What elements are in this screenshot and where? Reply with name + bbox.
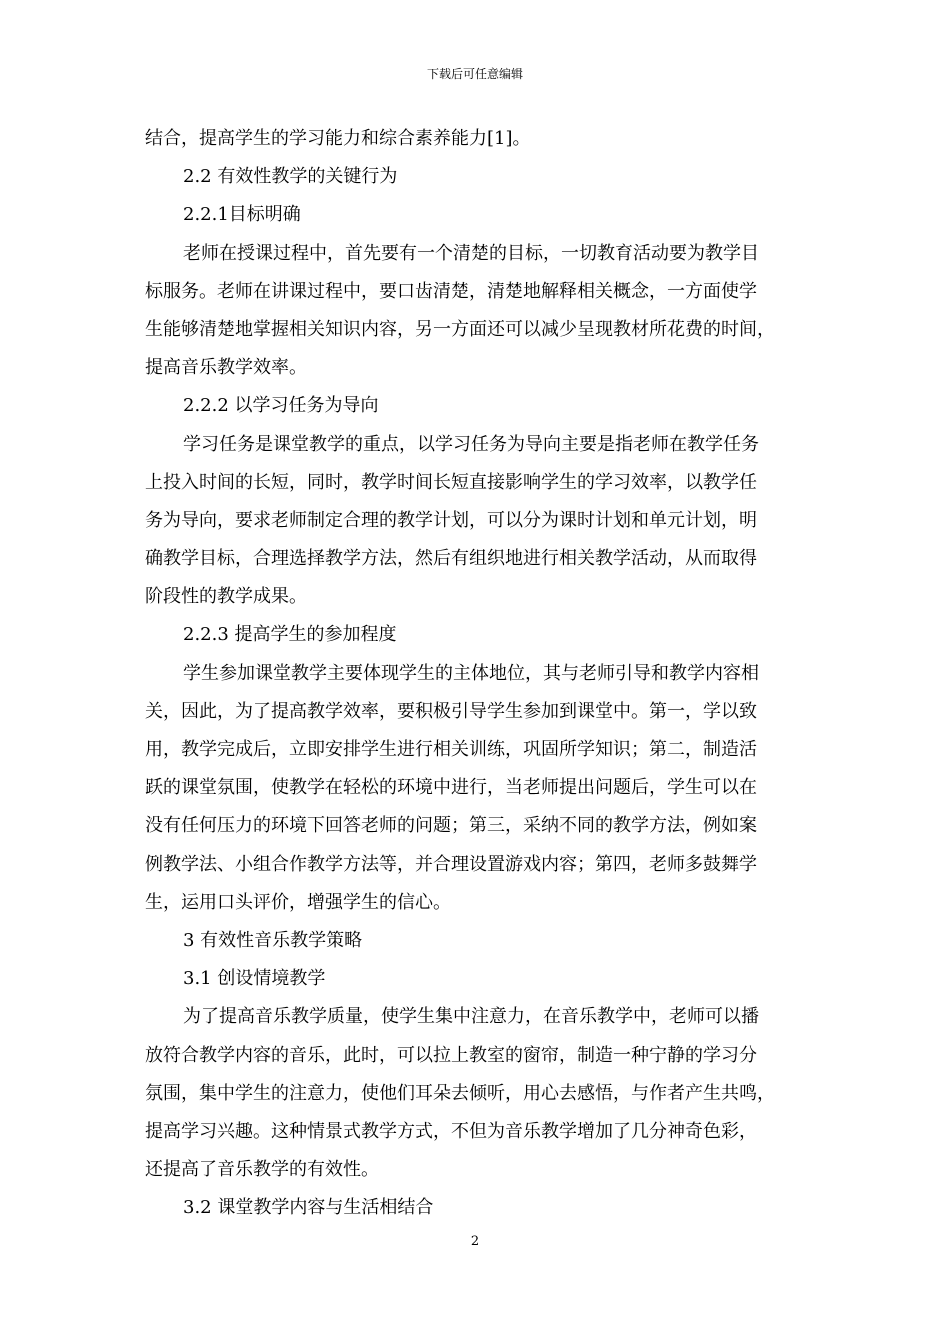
- text-line: 3.2 课堂教学内容与生活相结合: [183, 1197, 434, 1219]
- text-line: 学生参加课堂教学主要体现学生的主体地位，其与老师引导和教学内容相: [183, 662, 759, 684]
- text-line: 阶段性的教学成果。: [145, 586, 307, 608]
- text-line: 学习任务是课堂教学的重点，以学习任务为导向主要是指老师在教学任务: [183, 433, 759, 455]
- text-line: 跃的课堂氛围，使教学在轻松的环境中进行，当老师提出问题后，学生可以在: [145, 777, 757, 799]
- text-line: 3 有效性音乐教学策略: [183, 929, 363, 951]
- text-line: 还提高了音乐教学的有效性。: [145, 1159, 379, 1181]
- text-line: 2.2.2 以学习任务为导向: [183, 395, 379, 417]
- text-line: 提高音乐教学效率。: [145, 357, 307, 379]
- text-line: 标服务。老师在讲课过程中，要口齿清楚，清楚地解释相关概念，一方面使学: [145, 280, 757, 302]
- text-line: 2.2 有效性教学的关键行为: [183, 166, 398, 188]
- text-line: 例教学法、小组合作教学方法等，并合理设置游戏内容；第四，老师多鼓舞学: [145, 853, 757, 875]
- text-line: 2.2.1目标明确: [183, 204, 301, 226]
- text-line: 2.2.3 提高学生的参加程度: [183, 624, 397, 646]
- text-line: 提高学习兴趣。这种情景式教学方式，不但为音乐教学增加了几分神奇色彩，: [145, 1120, 757, 1142]
- document-body: [145, 120, 809, 1227]
- text-line: 3.1 创设情境教学: [183, 968, 326, 990]
- text-line: 务为导向，要求老师制定合理的教学计划，可以分为课时计划和单元计划，明: [145, 509, 757, 531]
- text-line: 生，运用口头评价，增强学生的信心。: [145, 891, 451, 913]
- text-line: 结合，提高学生的学习能力和综合素养能力[1]。: [145, 128, 531, 149]
- text-line: 确教学目标，合理选择教学方法，然后有组织地进行相关教学活动，从而取得: [145, 548, 757, 570]
- text-line: 用，教学完成后，立即安排学生进行相关训练，巩固所学知识；第二，制造活: [145, 739, 757, 760]
- page-number: 2: [470, 1234, 480, 1249]
- text-line: 放符合教学内容的音乐，此时，可以拉上教室的窗帘，制造一种宁静的学习分: [145, 1044, 757, 1066]
- text-line: 为了提高音乐教学质量，使学生集中注意力，在音乐教学中，老师可以播: [183, 1006, 759, 1028]
- text-line: 老师在授课过程中，首先要有一个清楚的目标，一切教育活动要为教学目: [183, 242, 759, 264]
- text-line: 生能够清楚地掌握相关知识内容，另一方面还可以减少呈现教材所花费的时间，: [145, 318, 775, 340]
- text-line: 上投入时间的长短，同时，教学时间长短直接影响学生的学习效率，以教学任: [145, 471, 757, 493]
- text-line: 关，因此，为了提高教学效率，要积极引导学生参加到课堂中。第一，学以致: [145, 700, 757, 722]
- text-line: 没有任何压力的环境下回答老师的问题；第三，采纳不同的教学方法，例如案: [145, 815, 757, 837]
- page-header: 下载后可任意编辑: [426, 67, 523, 81]
- text-line: 氛围，集中学生的注意力，使他们耳朵去倾听，用心去感悟，与作者产生共鸣，: [145, 1082, 775, 1104]
